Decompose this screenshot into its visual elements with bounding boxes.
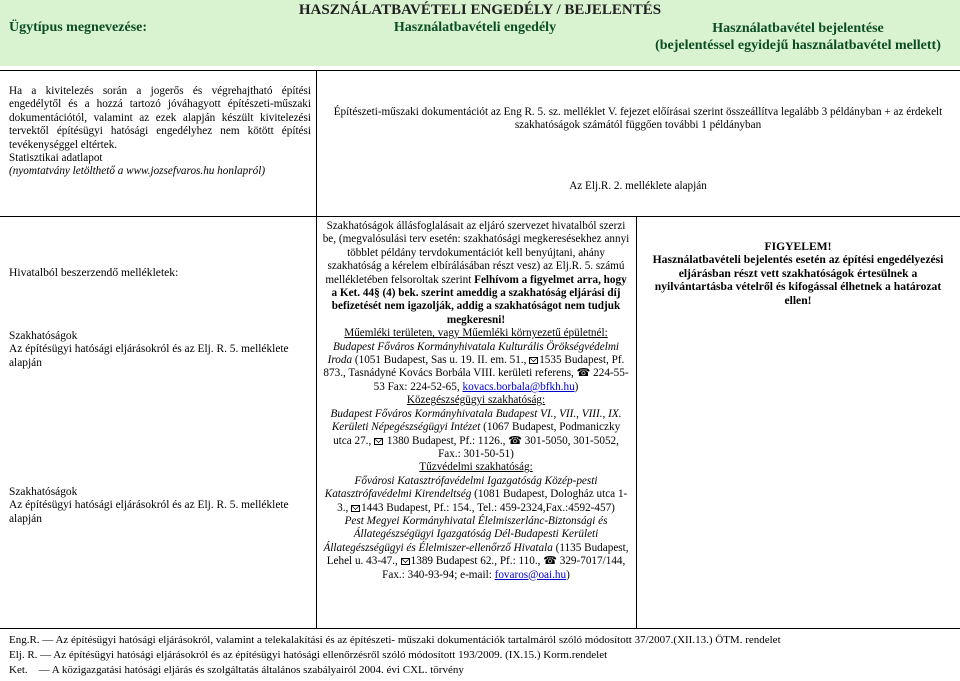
row1-left-cell <box>9 85 311 179</box>
monument-addr: (1051 Budapest, Sas u. 19. II. em. 51., <box>354 354 527 367</box>
row2-left-block1 <box>9 330 309 370</box>
authorities-text: Az építésügyi hatósági eljárásokról és az Elj. R. 5. melléklete alapján <box>9 343 289 369</box>
row1-stat-note: (nyomtatvány letölthető a www.jozsefvaros.hu honlapról) <box>9 165 266 178</box>
authorities-label: Szakhatóságok <box>9 330 78 342</box>
envelope-icon <box>351 505 360 512</box>
row1-right-cell <box>322 106 954 133</box>
fee-warning: Felhívom a figyelmet arra, hogy a Ket. 44§ (4) bek. szerint ameddig a szakhatóság eljárási díj befizetését nem igazolják, addig a szakhatóságot nem tudjuk megkeresni! <box>331 273 627 326</box>
row2-middle-cell <box>322 220 630 582</box>
health-addr: (1067 Budapest, Podmaniczky utca 27., <box>333 421 621 447</box>
fire-block <box>322 475 630 515</box>
attention-text: Használatbavételi bejelentés esetén az építési engedélyezési eljárásban részt vett szakhatóságok értesülnek a nyilvántartásba vételről és kifogással élhetnek a határozat ellen! <box>652 253 944 307</box>
header-bejelentes-title: Használatbavétel bejelentése <box>712 21 884 36</box>
telephone-icon: ☎ <box>508 434 522 447</box>
monument-email-link[interactable]: kovacs.borbala@bfkh.hu <box>462 380 575 393</box>
food-post: 1389 Budapest 62., Pf.: 110., <box>410 555 541 568</box>
monument-post: 1535 Budapest, Pf. 873., Tasnádyné Kovács Borbála VIII. kerületi referens, <box>323 354 625 380</box>
health-block <box>322 408 630 462</box>
envelope-icon <box>529 357 538 364</box>
header-engedely: Használatbavételi engedély <box>393 20 557 35</box>
food-email-link[interactable]: fovaros@oai.hu <box>494 568 567 581</box>
envelope-icon <box>401 558 410 565</box>
monument-block <box>322 341 630 395</box>
footer-line-1: Eng.R. — Az építésügyi hatósági eljárásokról, valamint a telekalakítási és az építészeti- műszaki dokumentációk tartalmáról szóló módosított 37/2007.(XII.13.) ÖTM. rendelet <box>9 634 781 646</box>
footer-line-3: Ket. — A közigazgatási hatósági eljárás és szolgáltatás általános szabályairól 2004. évi CXL. törvény <box>9 664 464 676</box>
row2-right-cell <box>642 240 954 307</box>
attention-heading: FIGYELEM! <box>764 240 832 253</box>
header-bejelentes-note: (bejelentéssel egyidejű használatbavétel mellett) <box>655 38 941 53</box>
food-block <box>322 515 630 582</box>
food-addr: (1135 Budapest, Lehel u. 43-47., <box>326 541 629 568</box>
food-close: ) <box>566 568 570 581</box>
document-title: HASZNÁLATBAVÉTELI ENGEDÉLY / BEJELENTÉS <box>298 2 662 18</box>
food-org: Pest Megyei Kormányhivatal Élelmiszerlánc-Biztonsági és Állategészségügyi Igazgatóság Dél-Budapesti Kerületi Állategészségügyi és Élelmiszer-ellenőrző Hivatala <box>323 514 608 554</box>
monument-close: ) <box>574 380 579 393</box>
monument-heading: Műemléki területen, vagy Műemléki környezetű épületnél: <box>344 327 608 340</box>
envelope-icon <box>374 438 383 445</box>
grid-line <box>0 216 960 217</box>
row1-doc-requirement: Építészeti-műszaki dokumentációt az Eng R. 5. sz. melléklet V. fejezet előírásai szerint összeállítva legalább 3 példányban + az érdekelt szakhatóságok számától függően további 1 példányban <box>333 106 943 132</box>
fire-heading: Tűzvédelmi szakhatóság: <box>419 461 533 474</box>
fire-org: Fővárosi Katasztrófavédelmi Igazgatóság Közép-pesti Katasztrófavédelmi Kirendeltség <box>324 474 598 501</box>
authorities-text: Az építésügyi hatósági eljárásokról és az Elj. R. 5. melléklete alapján <box>9 499 289 525</box>
row1-condition-text: Ha a kivitelezés során a jogerős és végrehajtható építési engedélytől és a hozzá tartozó jóváhagyott építészeti-műszaki dokumentációtól, valamint az ezek alapján készült kivitelezési tervektől építésügyi hatósági engedélyhez nem kötött építési tevékenységgel eltértek. <box>9 85 311 151</box>
food-tel: 329-7017/144, Fax.: 340-93-94; e-mail: <box>382 555 626 581</box>
health-heading: Közegészségügyi szakhatóság: <box>406 394 546 407</box>
row2-left-title: Hivatalból beszerzendő mellékletek: <box>9 266 179 279</box>
monument-tel: 224-55-53 Fax: 224-52-65, <box>373 367 629 393</box>
telephone-icon: ☎ <box>543 555 557 568</box>
fire-addr: (1081 Budapest, Dologház utca 1-3., <box>337 488 628 514</box>
grid-line <box>636 216 637 628</box>
monument-org: Budapest Főváros Kormányhivatala Kulturális Örökségvédelmi Iroda <box>327 340 620 367</box>
row1-ref: Az Elj.R. 2. melléklete alapján <box>569 180 707 192</box>
authority-intro: Szakhatóságok állásfoglalásait az eljáró szervezet hivatalból szerzi be, (megvalósulási terv esetén: szakhatósági megkeresésekhez annyi többlet példány tervdokumentációt kell benyújtani, ahány szakhatóság a kérelem elbírálásában részt vesz) az Elj.R. 5. számú mellékletében felsoroltak szerint <box>322 220 630 286</box>
header-bejelentes <box>636 20 960 54</box>
grid-line <box>0 628 960 629</box>
row2-left-block2 <box>9 486 309 526</box>
health-org: Budapest Főváros Kormányhivatala Budapest VI., VII., VIII., IX. Kerületi Népegészségügyi Intézet <box>330 407 622 434</box>
fire-post: 1443 Budapest, Pf.: 154., Tel.: 459-2324,Fax.:4592-457) <box>361 501 615 514</box>
authorities-label: Szakhatóságok <box>9 486 78 498</box>
row1-stat-sheet: Statisztikai adatlapot <box>9 152 103 165</box>
telephone-icon: ☎ <box>576 367 591 380</box>
footer-line-2: Elj. R. — Az építésügyi hatósági eljárásokról és az építésügyi hatósági ellenőrzésről szóló módosított 193/2009. (IX.15.) Korm.rendelet <box>9 649 608 661</box>
grid-line <box>0 70 960 71</box>
header-type-label: Ügytípus megnevezése: <box>9 20 148 35</box>
health-tel: 301-5050, 301-5052, Fax.: 301-50-51) <box>438 434 619 460</box>
grid-line <box>316 70 317 628</box>
health-post: 1380 Budapest, Pf.: 1126., <box>386 434 506 447</box>
